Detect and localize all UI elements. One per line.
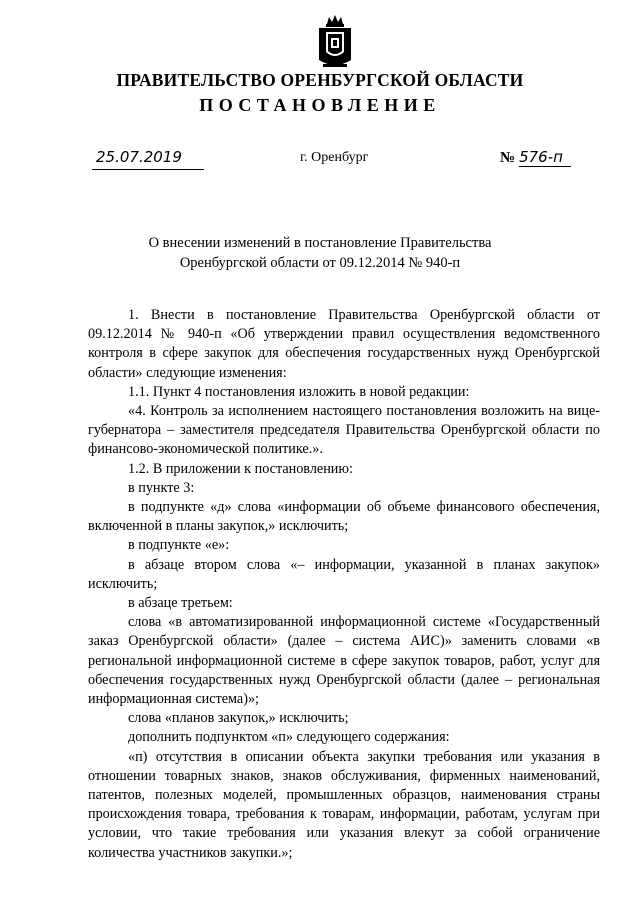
document-type-title: ПОСТАНОВЛЕНИЕ (199, 95, 441, 115)
document-date: 25.07.2019 (96, 148, 182, 166)
body-paragraph: в абзаце третьем: (128, 595, 233, 612)
document-date-field (92, 150, 204, 170)
subject-line: О внесении изменений в постановление Правительства (148, 235, 492, 251)
document-city: г. Оренбург (300, 150, 369, 165)
subject-line: Оренбургской области от 09.12.2014 № 940-п (179, 255, 461, 271)
body-paragraph: слова «в автоматизированной информационной системе «Государственный заказ Оренбургской области» (далее – система АИС)» заменить словами «в региональной информационной системе в сфере закупок товаров, работ, услуг для обеспечения государственных нужд Оренбургской области (далее – региональная информационная система)»; (88, 614, 600, 708)
body-paragraph: в подпункте «е»: (128, 537, 230, 554)
body-paragraph: «4. Контроль за исполнением настоящего постановления возложить на вице-губернатора – заместителя председателя Правительства Оренбургской области по финансово-экономической политике.». (88, 403, 600, 458)
coat-of-arms-emblem (315, 14, 355, 70)
organization-title: ПРАВИТЕЛЬСТВО ОРЕНБУРГСКОЙ ОБЛАСТИ (116, 70, 524, 90)
body-paragraph: в подпункте «д» слова «информации об объеме финансового обеспечения, включенной в планы закупок,» исключить; (88, 499, 600, 535)
body-paragraph: в пункте 3: (128, 479, 195, 496)
body-paragraph: дополнить подпунктом «п» следующего содержания: (128, 729, 450, 746)
document-subject (0, 233, 640, 273)
document-number-field (500, 148, 571, 167)
body-paragraph: в абзаце втором слова «– информации, указанной в планах закупок» исключить; (88, 556, 600, 592)
number-label: № (500, 150, 516, 166)
body-paragraph: «п) отсутствия в описании объекта закупки требования или указания в отношении товарных знаков, знаков обслуживания, фирменных наименований, патентов, полезных моделей, промышленных образцов, наименования страны происхождения товара, требования к товарам, информации, работам, услугам при условии, что такие требования или указания влекут за собой ограничение количества участников закупки.»; (88, 748, 600, 861)
date-underline (92, 169, 204, 170)
body-paragraph: 1.2. В приложении к постановлению: (128, 460, 353, 477)
document-number: 576-п (519, 148, 571, 167)
body-paragraph: 1.1. Пункт 4 постановления изложить в новой редакции: (128, 383, 470, 400)
body-paragraph: слова «планов закупок,» исключить; (128, 710, 349, 727)
document-body (88, 306, 600, 863)
body-paragraph: 1. Внести в постановление Правительства Оренбургской области от 09.12.2014 № 940-п «Об утверждении правил осуществления ведомственного контроля в сфере закупок для обеспечения государственных нужд Оренбургской области» следующие изменения: (88, 307, 600, 381)
